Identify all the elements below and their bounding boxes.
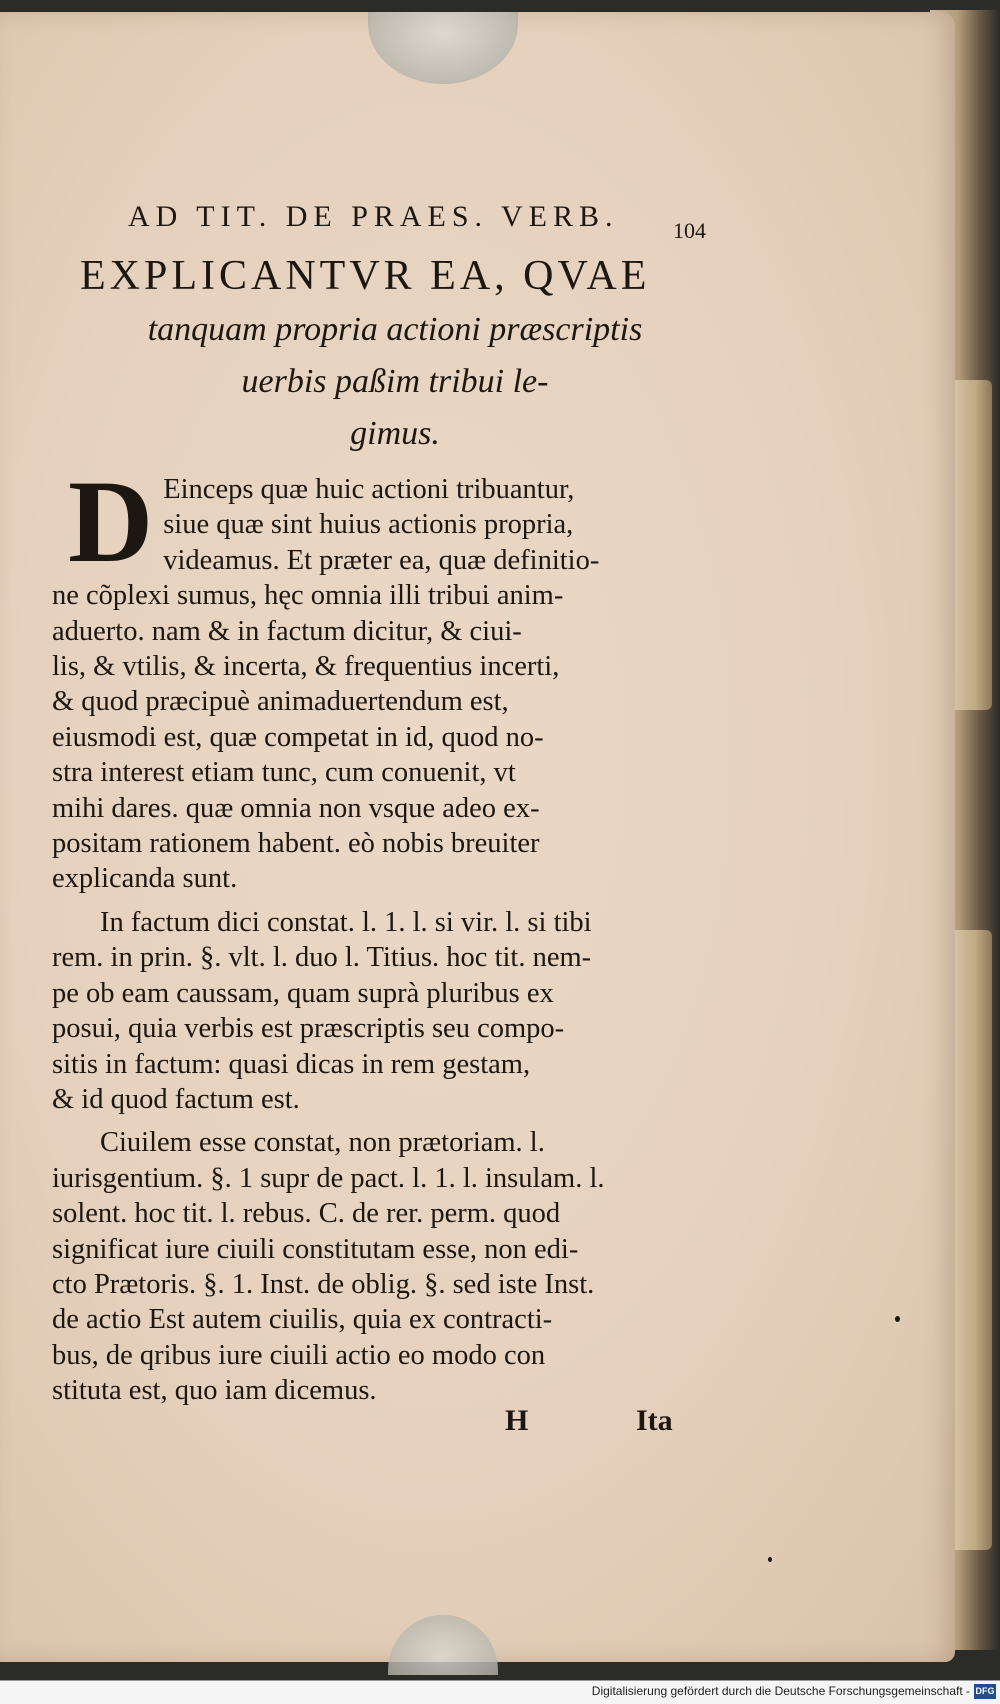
text-line: solent. hoc tit. l. rebus. C. de rer. perm. quod — [52, 1198, 561, 1230]
text-line: pe ob eam caussam, quam suprà pluribus ex — [52, 977, 554, 1009]
signature-mark: H — [505, 1404, 529, 1437]
text-line: videamus. Et præter ea, quæ definitio- — [163, 544, 600, 576]
body-text — [52, 456, 682, 1409]
text-line: bus, de qribus iure ciuili actio eo modo con — [52, 1339, 546, 1371]
page-tab — [952, 930, 992, 1550]
text-line: lis, & vtilis, & incerta, & frequentius incerti, — [52, 651, 560, 683]
text-line: stituta est, quo iam dicemus. — [52, 1375, 377, 1407]
page-clip-top — [368, 12, 518, 84]
text-line: & quod præcipuè animaduertendum est, — [52, 686, 509, 718]
text-line: aduerto. nam & in factum dicitur, & ciui- — [52, 615, 522, 647]
running-head: AD TIT. DE PRAES. VERB. — [128, 200, 619, 233]
text-line: mihi dares. quæ omnia non vsque adeo ex- — [52, 792, 540, 824]
drop-cap: D — [68, 456, 154, 587]
section-subheading — [80, 304, 710, 460]
subheading-line: gimus. — [350, 415, 440, 452]
subheading-line: tanquam propria actioni præscriptis — [147, 311, 643, 348]
page-clip-bottom — [388, 1615, 498, 1675]
text-line: cto Prætoris. §. 1. Inst. de oblig. §. sed iste Inst. — [52, 1268, 595, 1300]
text-line: posui, quia verbis est præscriptis seu compo- — [52, 1013, 565, 1045]
page-tab — [952, 380, 992, 710]
book-page — [0, 12, 955, 1662]
text-line: Einceps quæ huic actioni tribuantur, — [163, 474, 575, 505]
ink-spot — [768, 1557, 772, 1562]
footer-bar — [0, 1680, 1000, 1704]
section-heading: EXPLICANTVR EA, QVAE — [80, 253, 651, 299]
text-line: In factum dici constat. l. 1. l. si vir. l. si tibi — [100, 906, 592, 938]
catchword: Ita — [636, 1404, 673, 1437]
text-line: positam rationem habent. eò nobis breuiter — [52, 828, 540, 860]
ink-spot — [895, 1316, 900, 1322]
text-line: explicanda sunt. — [52, 863, 238, 895]
text-line: de actio Est autem ciuilis, quia ex contracti- — [52, 1304, 553, 1336]
text-line: iurisgentium. §. 1 supr de pact. l. 1. l. insulam. l. — [52, 1162, 605, 1194]
subheading-line: uerbis paßim tribui le- — [241, 363, 549, 400]
text-line: rem. in prin. §. vlt. l. duo l. Titius. hoc tit. nem- — [52, 942, 592, 974]
folio-number: 104 — [673, 218, 706, 243]
text-line: sitis in factum: quasi dicas in rem gestam, — [52, 1048, 531, 1080]
text-line: siue quæ sint huius actionis propria, — [163, 509, 574, 541]
text-line: eiusmodi est, quæ competat in id, quod no- — [52, 721, 544, 753]
text-line: Ciuilem esse constat, non prætoriam. l. — [100, 1127, 545, 1159]
text-line: stra interest etiam tunc, cum conuenit, vt — [52, 757, 516, 789]
dfg-logo: DFG — [974, 1684, 996, 1699]
text-line: ne cõplexi sumus, hęc omnia illi tribui anim- — [52, 580, 564, 612]
text-line: significat iure ciuili constitutam esse, non edi- — [52, 1233, 579, 1265]
text-line: & id quod factum est. — [52, 1083, 300, 1115]
funding-notice: Digitalisierung gefördert durch die Deutsche Forschungsgemeinschaft - — [591, 1684, 970, 1698]
